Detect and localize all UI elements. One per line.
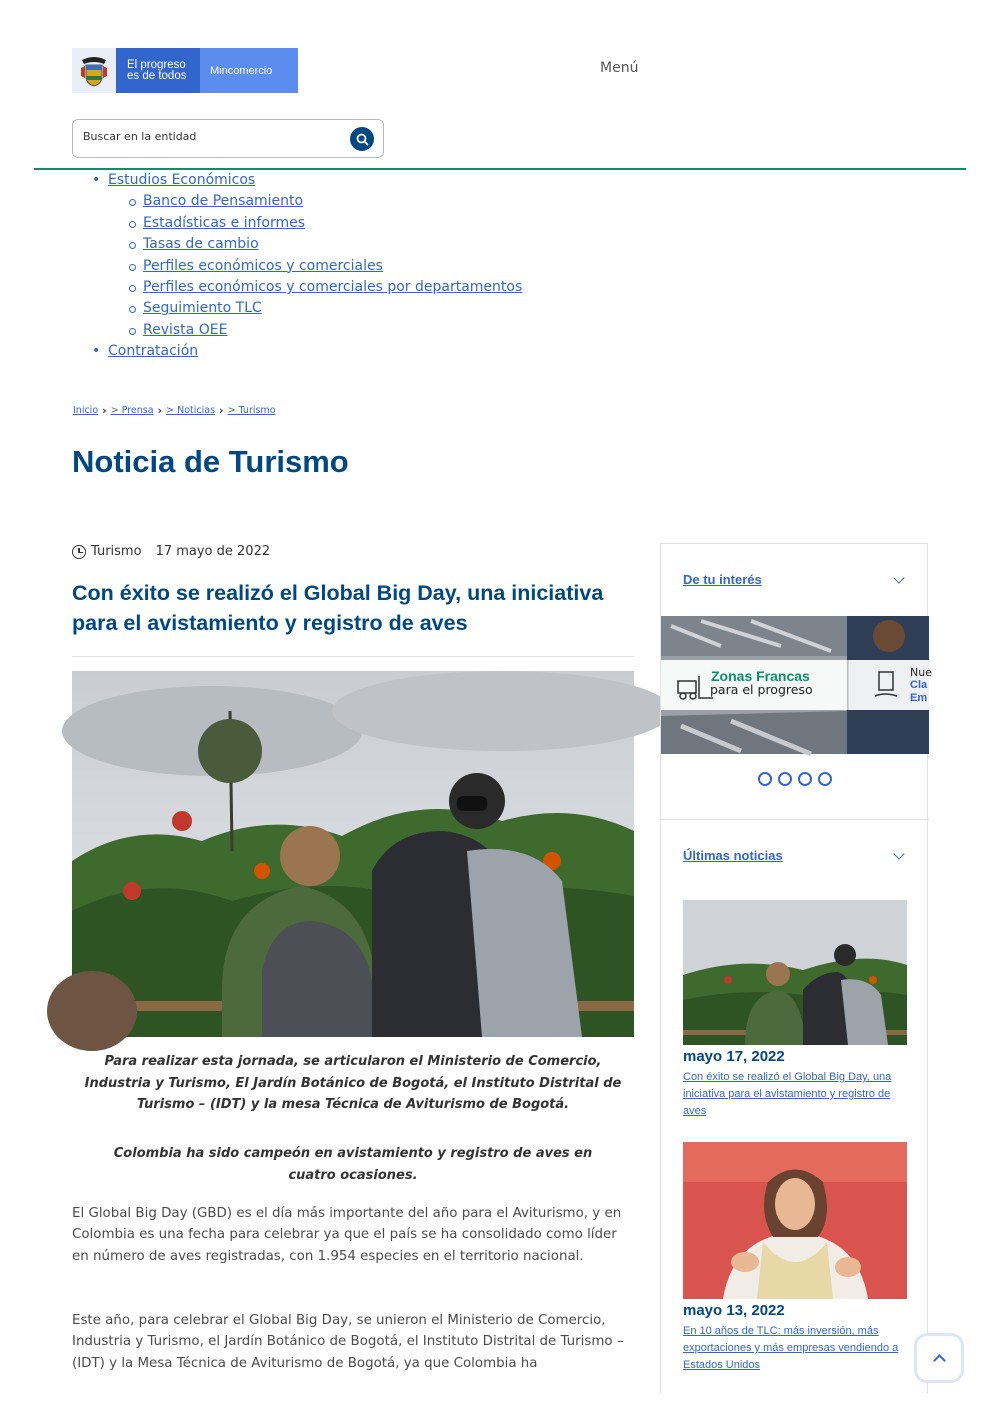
- news-thumbnail[interactable]: [683, 1142, 907, 1299]
- article-paragraph: Este año, para celebrar el Global Big Day, se unieron el Ministerio de Comercio, Industria y Turismo, el Jardín Botánico de Bogotá, el Instituto Distrital de Turismo – (IDT) y la Mesa Técnica de Aviturismo de Bogotá, ya que Colombia ha: [72, 1313, 624, 1371]
- carousel-dot[interactable]: [758, 772, 772, 786]
- article-paragraph: El Global Big Day (GBD) es el día más importante del año para el Aviturismo, y en Colombia es una fecha para celebrar ya que el país se ha consolidado como líder en número de aves registradas, con 1.954 especies en el territorio nacional.: [72, 1206, 622, 1264]
- carousel-dots: [758, 772, 832, 786]
- site-logo[interactable]: [72, 48, 298, 93]
- chevron-up-icon: [933, 1354, 946, 1367]
- article-title: Con éxito se realizó el Global Big Day, una iniciativa para el avistamiento y registro de aves: [72, 581, 604, 635]
- nav-link-tasas-cambio[interactable]: Tasas de cambio: [143, 236, 259, 253]
- carousel-dot[interactable]: [778, 772, 792, 786]
- image-caption: Para realizar esta jornada, se articularon el Ministerio de Comercio, Industria y Turismo, El Jardín Botánico de Bogotá, el Instituto Distrital de Turismo – (IDT) y la mesa Técnica de Aviturismo de Bogotá.: [84, 1054, 622, 1112]
- sidebar-divider: [661, 819, 929, 820]
- article-category: Turismo: [91, 544, 142, 559]
- nav-link-perfiles-departamentos[interactable]: Perfiles económicos y comerciales por departamentos: [143, 279, 523, 296]
- news-date: mayo 17, 2022: [683, 1048, 785, 1065]
- chevron-down-icon[interactable]: [893, 848, 904, 859]
- banner-second-line2: Cla: [910, 679, 928, 691]
- latest-news-heading[interactable]: Últimas noticias: [683, 848, 783, 863]
- nav-link-seguimiento-tlc[interactable]: Seguimiento TLC: [143, 300, 262, 317]
- nav-item-banco: [72, 191, 522, 212]
- nav-link-contratacion[interactable]: Contratación: [108, 343, 199, 360]
- nav-item-perfiles: [72, 256, 522, 277]
- article-date: 17 mayo de 2022: [155, 544, 271, 559]
- nav-link-estudios[interactable]: Estudios Económicos: [108, 172, 256, 188]
- logo-ministry-text: Mincomercio: [200, 48, 298, 93]
- nav-submenu: [72, 170, 522, 363]
- nav-item-tasas: [72, 234, 522, 255]
- nav-link-revista-oee[interactable]: Revista OEE: [143, 321, 228, 338]
- nav-item-estadisticas: [72, 213, 522, 234]
- logo-progreso-text: El progreso es de todos: [116, 48, 200, 93]
- nav-link-banco-pensamiento[interactable]: Banco de Pensamiento: [143, 193, 304, 210]
- sidebar: [660, 543, 932, 1393]
- news-thumbnail[interactable]: [683, 900, 907, 1045]
- article-meta: [72, 544, 270, 559]
- search-icon: [356, 133, 369, 146]
- nav-item-revista: [72, 320, 522, 341]
- news-date: mayo 13, 2022: [683, 1302, 785, 1319]
- article-divider: [72, 656, 634, 657]
- zonas-francas-banner[interactable]: [661, 616, 932, 754]
- banner-second-line1: Nue: [910, 666, 932, 679]
- banner-subtitle: para el progreso: [710, 682, 813, 697]
- news-link[interactable]: Con éxito se realizó el Global Big Day, una iniciativa para el avistamiento y registro de aves: [683, 1071, 892, 1117]
- chevron-down-icon[interactable]: [893, 572, 904, 583]
- clock-icon: [72, 545, 86, 559]
- news-link[interactable]: En 10 años de TLC: más inversión, más exportaciones y más empresas vendiendo a Estados Unidos: [683, 1325, 899, 1371]
- banner-title: Zonas Francas: [711, 668, 810, 684]
- nav-item-estudios: [72, 170, 522, 191]
- search-button[interactable]: [350, 127, 374, 151]
- nav-link-perfiles[interactable]: Perfiles económicos y comerciales: [143, 257, 383, 274]
- breadcrumb: [73, 404, 276, 417]
- search-box: [72, 119, 384, 158]
- search-input[interactable]: [83, 130, 343, 143]
- coat-of-arms-icon: [72, 48, 116, 93]
- interest-heading[interactable]: De tu interés: [683, 572, 762, 587]
- page-title: Noticia de Turismo: [72, 444, 349, 479]
- nav-item-tlc: [72, 298, 522, 319]
- back-to-top-button[interactable]: [917, 1336, 961, 1380]
- nav-item-perfiles-dept: [72, 277, 522, 298]
- article-hero-image: [72, 671, 634, 1037]
- breadcrumb-turismo[interactable]: > Turismo: [227, 405, 276, 416]
- breadcrumb-prensa[interactable]: > Prensa: [110, 405, 154, 416]
- carousel-dot[interactable]: [818, 772, 832, 786]
- banner-second-line3: Em: [910, 692, 928, 704]
- carousel-dot[interactable]: [798, 772, 812, 786]
- breadcrumb-separator: ›: [219, 404, 224, 417]
- article-lede: Colombia ha sido campeón en avistamiento y registro de aves en cuatro ocasiones.: [113, 1146, 593, 1183]
- breadcrumb-noticias[interactable]: > Noticias: [166, 405, 216, 416]
- breadcrumb-separator: ›: [102, 404, 107, 417]
- menu-button[interactable]: Menú: [600, 60, 639, 76]
- breadcrumb-home[interactable]: Inicio: [73, 405, 99, 416]
- nav-item-contratacion: [72, 341, 522, 362]
- breadcrumb-separator: ›: [157, 404, 163, 417]
- nav-link-estadisticas[interactable]: Estadísticas e informes: [143, 214, 306, 231]
